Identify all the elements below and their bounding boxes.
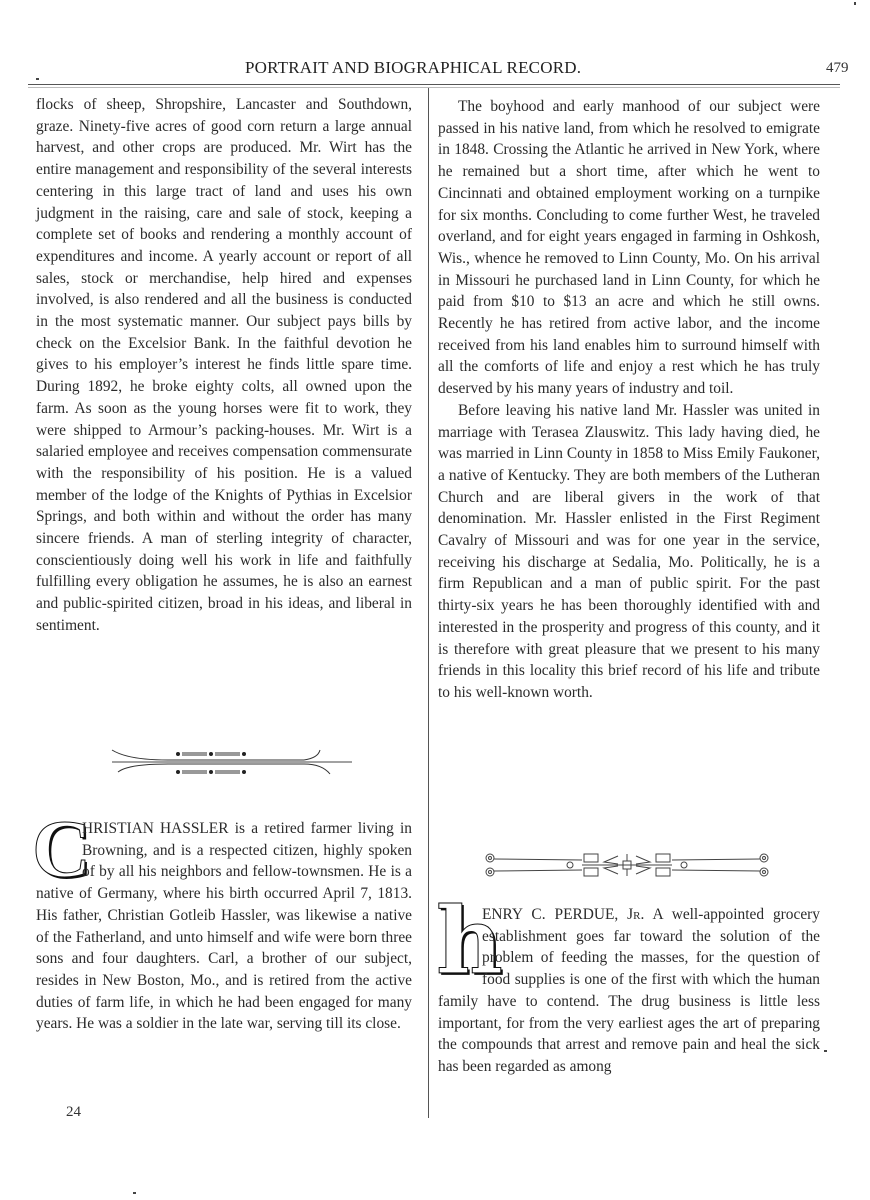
right-column: [438, 96, 820, 704]
continued-paragraph: flocks of sheep, Shropshire, Lancaster and Southdown, graze. Ninety-five acres of good corn return a large annual harvest, and other crops are produced. Mr. Wirt has the entire management and responsibility of the several interests centering in this large tract of land and uses his own judgment in the raising, care and sale of stock, keeping a complete set of books and rendering a monthly account of expenditures and income. A yearly account or report of all sales, stock or merchandise, help hired and expenses involved, is also rendered and all the business is conducted in the most systematic manner. Our subject pays bills by check on the Excelsior Bank. In the faithful devotion he gives to his employer’s interest he finds little spare time. During 1892, he broke eighty colts, all owned upon the farm. As soon as the young horses were fit to work, they were shipped to Armour’s packing-houses. Mr. Wirt is a salaried employee and receives compensation commensurate with the responsibility of his position. He is a valued member of the lodge of the Knights of Pythias in Excelsior Springs, and both within and without the order has many sincere friends. A man of sterling integrity of character, conscientiously doing well his work in life and faithfully fulfilling every obligation he assumes, he is also an earnest and public-spirited citizen, broad in his ideas, and liberal in sentiment.: [36, 96, 412, 634]
article-lead-name: HRISTIAN HASSLER: [82, 820, 229, 837]
running-title: PORTRAIT AND BIOGRAPHICAL RECORD.: [245, 58, 582, 77]
drop-cap-c: C: [32, 803, 92, 894]
print-speck: [854, 2, 856, 5]
scroll-rule-ornament: [108, 742, 356, 782]
scroll-rule-ornament: [482, 848, 772, 884]
paragraph-emigration: The boyhood and early manhood of our subject were passed in his native land, from which he resolved to emigrate in 1848. Crossing the Atlantic he arrived in New York, where he remained but a short time, after which he went to Cincinnati and obtained employment working on a turnpike for six months. Concluding to come further West, he traveled overland, and for eight years engaged in farming in Oshkosh, Wis., whence he removed to Linn County, Mo. On his arrival in Missouri he purchased land in Linn County, for which he paid from $10 to $13 an acre and which he still owns. Recently he has retired from active labor, and the income received from his land enables him to surround himself with all the comforts of life and enjoy a rest which he has truly deserved by his many years of industry and toil.: [438, 98, 820, 398]
column-divider: [428, 88, 429, 1118]
article-body: is a retired farmer living in Browning, and is a respected citizen, highly spoken of by all his neighbors and fellow-townsmen. He is a native of Germany, where his birth occurred April 7, 1813. His father, Christian Gotleib Hassler, was likewise a native of the Fatherland, and unto himself and wife were born three sons and four daughters. Carl, a brother of our subject, resides in New Boston, Mo., and is retired from the active duties of farm life, in which he had been engaged for many years. He was a soldier in the late war, serving till its close.: [36, 820, 412, 1033]
print-speck: [824, 1050, 827, 1052]
print-speck: [133, 1192, 136, 1194]
article-lead-name: ENRY C. PERDUE,: [482, 906, 619, 923]
article-body: A well-appointed grocery establishment goes far toward the solution of the problem of feeding the masses, for the question of food supplies is one of the first with which the human family have to contend. The drug business is little less important, for from the very earliest ages the art of preparing the compounds that arrest and remove pain and heal the sick has been regarded as among: [438, 906, 820, 1075]
paragraph-marriage: Before leaving his native land Mr. Hassler was united in marriage with Terasea Zlauswitz. This lady having died, he was married in Linn County in 1858 to Miss Emily Faukoner, a native of Kentucky. They are both members of the Lutheran Church and are liberal givers in the work of that denomination. Mr. Hassler enlisted in the First Regiment Cavalry of Missouri and was for one year in the service, receiving his discharge at Sedalia, Mo. Politically, he is a firm Republican and a man of public spirit. For the past thirty-six years he has been thoroughly identified with and interested in the prosperity and progress of this county, and it is therefore with great pleasure that we present to his many friends in this locality this brief record of his life and tribute to his well-known worth.: [438, 401, 820, 701]
print-speck: [36, 78, 39, 80]
article-christian-hassler: [32, 803, 412, 1035]
header-rule-secondary: [28, 87, 840, 88]
drop-cap-h: h: [436, 887, 503, 995]
article-lead-suffix: Jr.: [618, 906, 645, 923]
header-rule: [28, 84, 840, 85]
article-paragraph: [436, 887, 820, 1078]
signature-mark: 24: [66, 1104, 81, 1120]
article-paragraph: [32, 803, 412, 1035]
running-head: [0, 58, 870, 82]
page-number: 479: [826, 60, 849, 76]
left-column: [36, 94, 412, 637]
article-henry-perdue: [436, 887, 820, 1078]
